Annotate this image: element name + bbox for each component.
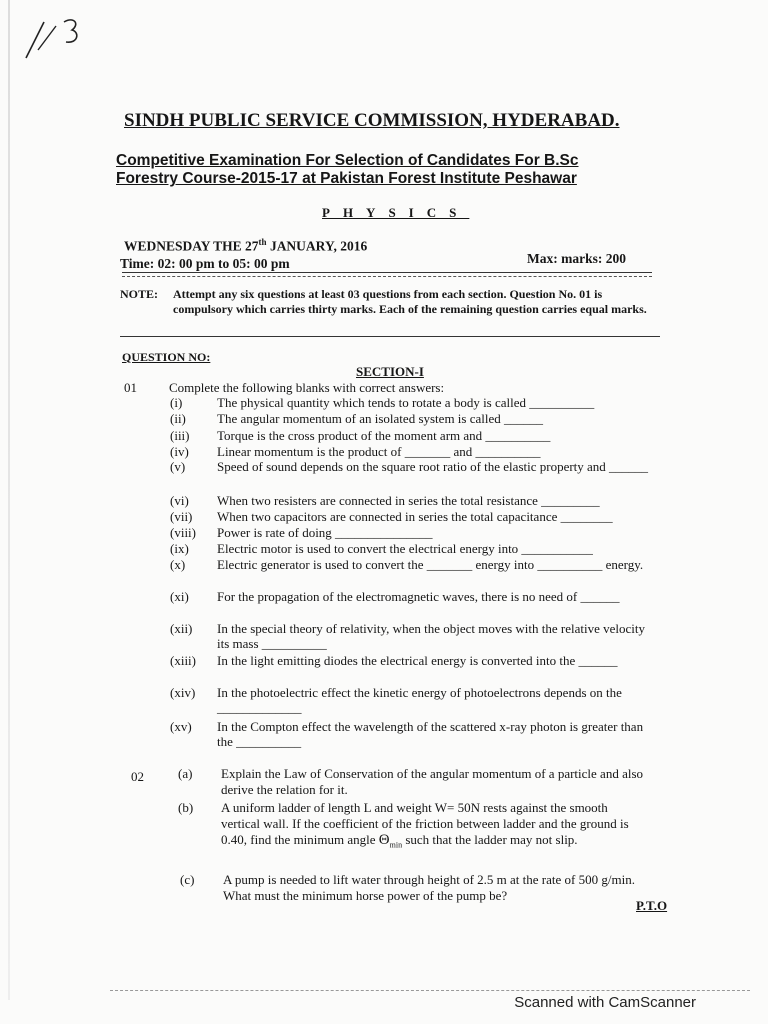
list-item: (xv) In the Compton effect the wavelength of the scattered x-ray photon is greater than the __________ (170, 719, 644, 749)
list-item: (i) The physical quantity which tends to rotate a body is called __________ (170, 395, 595, 410)
note-label: NOTE: (120, 287, 159, 301)
list-item: (vi) When two resisters are connected in series the total resistance _________ (170, 493, 600, 508)
commission-title: SINDH PUBLIC SERVICE COMMISSION, HYDERABAD. (124, 110, 620, 131)
question-2-part-c: (c) A pump is needed to lift water through height of 2.5 m at the rate of 500 g/min. What must the minimum horse power of the pump be? (180, 872, 635, 903)
footer-divider (110, 990, 750, 991)
list-item: (ix) Electric motor is used to convert the electrical energy into ___________ (170, 541, 593, 556)
exam-date: WEDNESDAY THE 27th JANUARY, 2016 (124, 237, 368, 254)
question-1-number: 01 (124, 380, 137, 395)
question-no-label: QUESTION NO: (122, 350, 211, 364)
list-item: (xiii) In the light emitting diodes the electrical energy is converted into the ______ (170, 653, 618, 668)
competition-line-2: Forestry Course-2015-17 at Pakistan Forest Institute Peshawar (116, 170, 577, 187)
competition-heading (116, 152, 676, 188)
max-marks: Max: marks: 200 (527, 251, 626, 266)
divider-top (122, 272, 652, 273)
list-item: (v) Speed of sound depends on the square root ratio of the elastic property and ______ (170, 459, 649, 474)
exam-time: Time: 02: 00 pm to 05: 00 pm (120, 256, 290, 271)
divider-top-2 (122, 276, 652, 277)
list-item: (ii) The angular momentum of an isolated system is called ______ (170, 411, 544, 426)
list-item: (x) Electric generator is used to convert the _______ energy into __________ energy. (170, 557, 644, 572)
competition-line-1: Competitive Examination For Selection of Candidates For B.Sc (116, 152, 579, 169)
subject-title: PHYSICS (322, 205, 470, 220)
handwritten-mark (22, 14, 86, 62)
list-item: (xii) In the special theory of relativity, when the object moves with the relative velocity its mass __________ (170, 621, 646, 651)
instructions-note (120, 287, 665, 317)
scan-edge-shadow (8, 0, 10, 1000)
list-item: (vii) When two capacitors are connected in series the total capacitance ________ (170, 509, 613, 524)
theta-symbol: Θ (378, 832, 390, 848)
question-2-number: 02 (131, 769, 144, 784)
section-title: SECTION-I (356, 364, 424, 379)
list-item: (iii) Torque is the cross product of the moment arm and __________ (170, 428, 551, 443)
list-item: (iv) Linear momentum is the product of _______ and __________ (170, 444, 541, 459)
list-item: (viii) Power is rate of doing _______________ (170, 525, 433, 540)
question-2-part-a: (a) Explain the Law of Conservation of the angular momentum of a particle and also derive the relation for it. (178, 766, 644, 797)
list-item: (xi) For the propagation of the electromagnetic waves, there is no need of ______ (170, 589, 620, 604)
list-item: (xiv) In the photoelectric effect the kinetic energy of photoelectrons depends on the _____________ (170, 685, 622, 715)
divider-bottom (120, 336, 660, 337)
page-turn-over: P.T.O (636, 898, 668, 913)
question-1-intro: Complete the following blanks with correct answers: (169, 380, 445, 395)
note-text: Attempt any six questions at least 03 questions from each section. Question No. 01 is compulsory which carries thirty marks. Each of the remaining question carries equal marks. (173, 287, 647, 316)
question-2-part-b: (b) A uniform ladder of length L and weight W= 50N rests against the smooth vertical wall. If the coefficient of the friction between ladder and the ground is 0.40, find the minimum angle $\Theta_{min}$ such that the ladder may not slip. (178, 800, 629, 850)
question-1-header (124, 380, 445, 396)
scanner-watermark: Scanned with CamScanner (514, 994, 696, 1011)
